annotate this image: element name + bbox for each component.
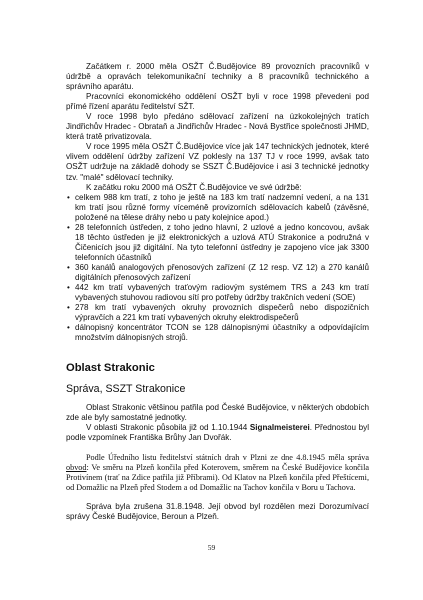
list-item: • 442 km tratí vybavených traťovým radiovým systémem TRS a 243 km tratí vybavených stuhovou radiovou sítí pro potřeby údržby trakčních vedení (SOE) [66,283,369,303]
subsection-heading: Správa, SSZT Strakonice [66,383,186,396]
quoted-gazette-excerpt: Podle Úředního listu ředitelství státních drah v Plzni ze dne 4.8.1945 měla správa obvod: Ve směru na Plzeň končila před Koterovem, směrem na České Budějovice končila Protivínem (trať na Zdice patřila již Příbrami). Od Klatov na Plzeň končila před Přeštícemi, od Domažlic na Plzeň před Stodem a od Domažlic na Tachov končila v Boru u Tachova. [66,452,369,492]
section-heading: Oblast Strakonic [66,362,155,375]
list-item: • 360 kanálů analogových přenosových zařízení (Z 12 resp. VZ 12) a 270 kanálů digitálních přenosových zařízení [66,263,369,283]
maintenance-list [66,193,369,344]
paragraph-economics: Pracovníci ekonomického oddělení OSŽT byli v roce 1998 převedeni pod přímé řízení aparátu ředitelství SŽT. [66,92,369,112]
list-item: • celkem 988 km tratí, z toho je ještě na 183 km tratí nadzemní vedení, a na 131 km tratí jsou různé formy víceméně provizorních sdělovacích kabelů (závěsné, položené na tělese dráhy nebo u paty kolejnice apod.) [66,193,369,223]
paragraph-signalmeisterei: V oblasti Strakonic působila již od 1.10.1944 Signalmeisterei. Přednostou byl podle vzpomínek Františka Brůhy Jan Dvořák. [66,423,370,443]
page-number: 59 [207,543,216,552]
list-item: • dálnopisný koncentrátor TCON se 128 dálnopisnými účastníky a odpovídajícím množstvím dálnopisných strojů. [66,323,369,343]
paragraph-staff: Začátkem r. 2000 měla OSŽT Č.Budějovice 89 provozních pracovníků v údržbě a opravách telekomunikační techniky a 8 pracovníků technického a správního aparátu. [66,62,369,92]
paragraph-technical-units: V roce 1995 měla OSŽT Č.Budějovice více jak 147 technických jednotek, které vlivem oddělení údržby zařízení VZ poklesly na 137 TJ v roce 1999, avšak tato OSŽT udržuje na základě dohody se SSZT Č.Budějovice i asi 3 technické jednotky tzv. "malé" sdělovací techniky. [66,142,369,182]
paragraph-dissolution: Správa byla zrušena 31.8.1948. Její obvod byl rozdělen mezi Dorozumívací správy České Budějovice, Beroun a Plzeň. [66,501,369,521]
paragraph-maintenance-intro: K začátku roku 2000 má OSŽT Č.Budějovice ve své údržbě: [86,182,302,192]
paragraph-strakonice-region: Oblast Strakonic většinou patřila pod České Budějovice, v některých obdobích zde ale byly samostatné jednotky. [66,403,369,423]
list-item: • 28 telefonních ústředen, z toho jedno hlavní, 2 uzlové a jedno koncovou, avšak 18 těchto ústředen je již elektronických a uzlová ATÚ Strakonice a podružná v Čičenicích jsou již digitální. Na tyto telefonní ústředny je zapojeno více jak 3300 telefonních účastníků [66,223,369,263]
list-item: • 278 km tratí vybavených okruhy provozních dispečerů nebo dispozičních výpravčích a 221 km tratí vybavených okruhy elektrodispečerů [66,303,369,323]
paragraph-narrow-gauge: V roce 1998 bylo předáno sdělovací zařízení na úzkokolejných tratích Jindřichův Hradec - Obrataň a Jindřichův Hradec - Nová Bystřice společnosti JHMD, která tratě privatizovala. [66,112,369,142]
page-content [66,62,369,522]
